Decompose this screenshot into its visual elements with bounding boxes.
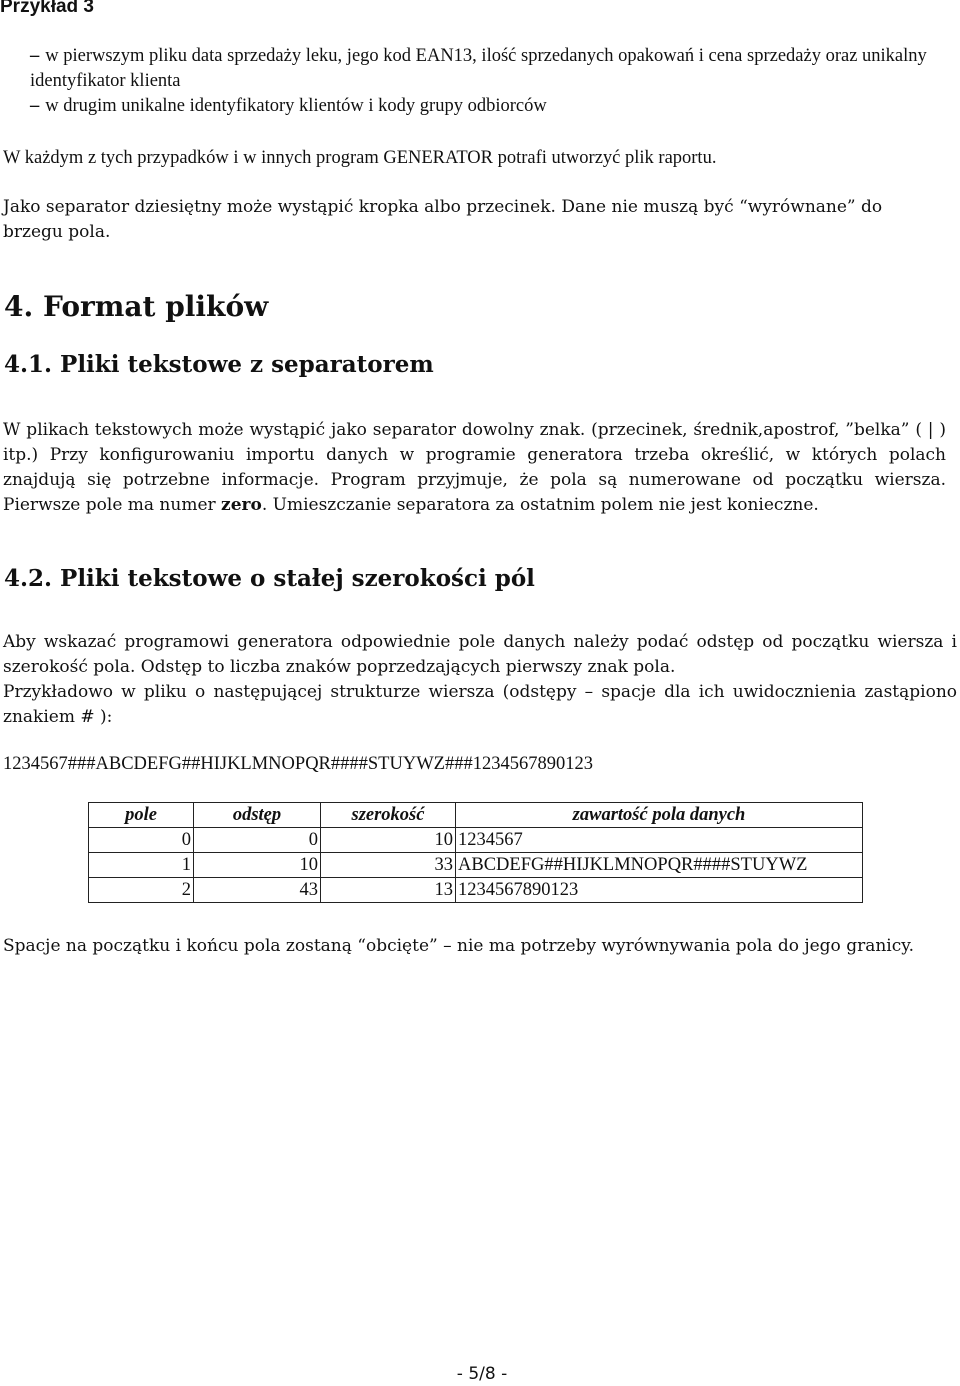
section-title: 4. Format plików (4, 290, 269, 323)
table-cell: ABCDEFG##HIJKLMNOPQR####STUYWZ (456, 853, 863, 878)
bullet-item: – w drugim unikalne identyfikatory klientów i kody grupy odbiorców (30, 96, 547, 116)
table-cell: 13 (321, 878, 456, 903)
table-cell: 1 (89, 853, 194, 878)
subsection-title-separator: 4.1. Pliki tekstowe z separatorem (4, 351, 434, 378)
bullet-marker: – (30, 46, 40, 66)
column-header: zawartość pola danych (456, 803, 863, 828)
bullet-list (30, 44, 930, 119)
table-cell: 1234567 (456, 828, 863, 853)
bullet-marker: – (30, 96, 40, 116)
subsection-title-fixed-width: 4.2. Pliki tekstowe o stałej szerokości pól (4, 565, 535, 592)
bold-zero: zero (221, 495, 262, 515)
table-cell: 43 (194, 878, 321, 903)
table-row (89, 828, 863, 853)
bullet-item: – w pierwszym pliku data sprzedaży leku, jego kod EAN13, ilość sprzedanych opakowań i cena sprzedaży oraz unikalny identyfikator klienta (30, 46, 927, 91)
table-row (89, 878, 863, 903)
column-header: odstęp (194, 803, 321, 828)
paragraph-decimal-separator: Jako separator dziesiętny może wystąpić kropka albo przecinek. Dane nie muszą być “wyrównane” do brzegu pola. (3, 197, 883, 242)
paragraph-generator: W każdym z tych przypadków i w innych program GENERATOR potrafi utworzyć plik raportu. (3, 148, 717, 168)
page-number: - 5/8 - (456, 1364, 508, 1384)
table-cell: 0 (89, 828, 194, 853)
table-cell: 10 (194, 853, 321, 878)
fields-table (88, 802, 863, 903)
column-header: pole (89, 803, 194, 828)
table-cell: 10 (321, 828, 456, 853)
example-title: Przykład 3 (0, 0, 94, 17)
table-header-row (89, 803, 863, 828)
table-row (89, 853, 863, 878)
table-cell: 2 (89, 878, 194, 903)
column-header: szerokość (321, 803, 456, 828)
paragraph-fixed-width-2: Przykładowo w pliku o następującej strukturze wiersza (odstępy – spacje dla ich uwidocznienia zastąpiono znakiem # ): (3, 682, 957, 727)
sample-line: 1234567###ABCDEFG##HIJKLMNOPQR####STUYWZ###1234567890123 (3, 754, 593, 774)
table-cell: 0 (194, 828, 321, 853)
paragraph-separator-files: W plikach tekstowych może wystąpić jako separator dowolny znak. (przecinek, średnik,apostrof, ”belka” ( | ) itp.) Przy konfigurowaniu importu danych w programie generatora trzeba określić, w których polach znajdują się potrzebne informacje. Program przyjmuje, że pola są numerowane od początku wiersza. Pierwsze pole ma numer zero. Umieszczanie separatora za ostatnim polem nie jest konieczne. (3, 420, 946, 515)
table-cell: 33 (321, 853, 456, 878)
table-cell: 1234567890123 (456, 878, 863, 903)
paragraph-fixed-width-1: Aby wskazać programowi generatora odpowiednie pole danych należy podać odstęp od początku wiersza i szerokość pola. Odstęp to liczba znaków poprzedzających pierwszy znak pola. (3, 632, 957, 677)
paragraph-closing: Spacje na początku i końcu pola zostaną “obcięte” – nie ma potrzeby wyrównywania pola do jego granicy. (3, 936, 914, 956)
